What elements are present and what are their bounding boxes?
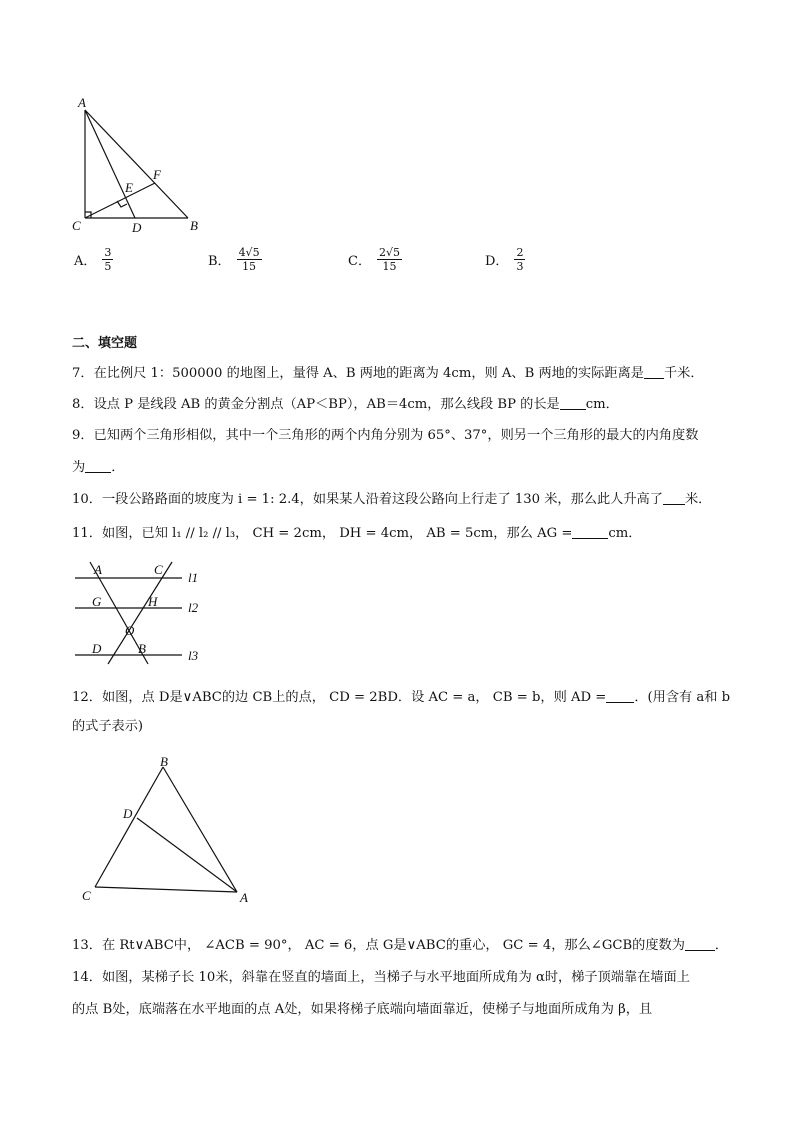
triangle-figure-2: [75, 752, 265, 912]
label-D: D: [132, 220, 142, 235]
option-b[interactable]: B． $\frac{4√5}{15}$: [208, 246, 260, 273]
label-D: D: [92, 641, 102, 656]
label-A: A: [78, 95, 86, 110]
label-l1: l1: [188, 570, 199, 585]
question-14-cont: 的点 B处，底端落在水平地面的点 A处，如果将梯子底端向墙面靠近，使梯子与地面所成角为 β，且: [72, 1002, 653, 1017]
question-11: 11．如图，已知 l₁ // l₂ // l₃， CH = 2cm， DH = 4cm， AB = 5cm，那么 AG = cm．: [72, 526, 642, 541]
answer-blank[interactable]: [572, 526, 608, 539]
question-14: 14．如图，某梯子长 10米，斜靠在竖直的墙面上，当梯子与水平地面所成角为 α时，梯子顶端靠在墙面上: [72, 970, 690, 985]
section-title: 二、填空题: [72, 336, 138, 351]
label-A: A: [240, 890, 248, 905]
label-l3: l3: [188, 648, 199, 663]
label-B: B: [160, 754, 168, 769]
label-C: C: [82, 888, 91, 903]
label-C: C: [72, 218, 81, 233]
label-B: B: [190, 218, 198, 233]
question-7: 7．在比例尺 1：500000 的地图上，量得 A、B 两地的距离为 4cm，则 A、B 两地的实际距离是 千米．: [72, 366, 704, 381]
label-C: C: [154, 562, 163, 577]
answer-blank[interactable]: [560, 397, 586, 410]
label-l2: l2: [188, 600, 199, 615]
answer-blank[interactable]: [644, 366, 664, 379]
question-10: 10．一段公路路面的坡度为 i = 1: 2.4，如果某人沿着这段公路向上行走了 130 米，那么此人升高了 米．: [72, 492, 712, 507]
option-d[interactable]: D． $\frac{2}{3}$: [485, 246, 524, 273]
fraction: $\frac{2√5}{15}$: [378, 246, 400, 273]
label-G: G: [92, 594, 102, 609]
answer-blank[interactable]: [685, 938, 715, 951]
option-c[interactable]: C． $\frac{2√5}{15}$: [348, 246, 400, 273]
question-8: 8．设点 P 是线段 AB 的黄金分割点（AP＜BP），AB＝4cm，那么线段 BP 的长是 cm．: [72, 397, 619, 412]
question-9: 9．已知两个三角形相似，其中一个三角形的两个内角分别为 65°、37°，则另一个三角形的最大的内角度数: [72, 428, 699, 443]
triangle-figure-1: [70, 95, 210, 235]
label-E: E: [125, 180, 133, 195]
fraction: $\frac{2}{3}$: [516, 246, 524, 273]
question-13: 13．在 Rt∨ABC中， ∠ACB = 90°， AC = 6，点 G是∨ABC的重心， GC = 4，那么∠GCB的度数为 ．: [72, 938, 729, 953]
parallel-lines-figure: [70, 560, 210, 670]
question-12-cont: 的式子表示): [72, 719, 144, 734]
option-a[interactable]: A． $\frac{3}{5}$: [74, 246, 112, 273]
label-B: B: [138, 641, 146, 656]
answer-blank[interactable]: [606, 690, 634, 703]
fraction: $\frac{3}{5}$: [104, 246, 112, 273]
question-9-cont: 为 ．: [72, 460, 125, 475]
label-A: A: [94, 562, 102, 577]
question-12: 12．如图，点 D是∨ABC的边 CB上的点， CD = 2BD．设 AC = a， CB = b，则 AD = ．(用含有 a和 b: [72, 690, 731, 705]
label-D: D: [123, 806, 133, 821]
fraction: $\frac{4√5}{15}$: [238, 246, 260, 273]
label-F: F: [153, 167, 161, 182]
answer-blank[interactable]: [85, 460, 111, 473]
label-O: O: [125, 623, 135, 638]
answer-blank[interactable]: [663, 492, 685, 505]
label-H: H: [148, 594, 158, 609]
